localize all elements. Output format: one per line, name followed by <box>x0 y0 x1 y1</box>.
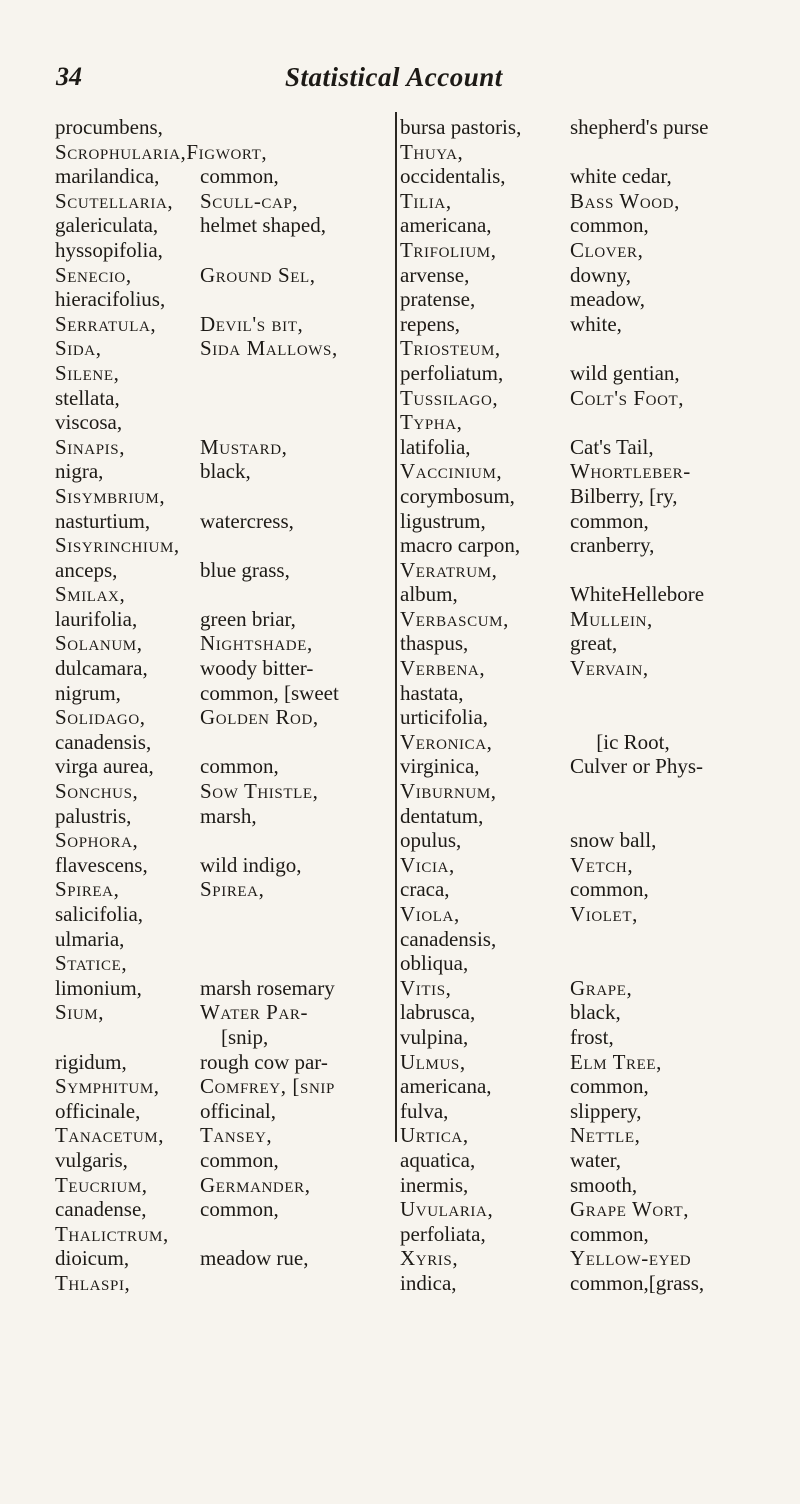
entry-row <box>55 804 395 829</box>
entry-row <box>55 582 395 607</box>
common-name: Bilberry, [ry, <box>570 483 678 508</box>
genus-name: Sinapis, <box>55 434 126 459</box>
entry-row <box>55 509 395 534</box>
species-name: virga aurea, <box>55 754 154 779</box>
common-name: common, <box>570 877 649 902</box>
species-name: occidentalis, <box>400 164 506 189</box>
entry-row <box>55 754 395 779</box>
common-name: Culver or Phys- <box>570 754 703 779</box>
species-name: procumbens, <box>55 115 163 139</box>
species-name: inermis, <box>400 1172 469 1197</box>
genus-name: Triosteum, <box>400 336 501 361</box>
species-name: laurifolia, <box>55 606 138 631</box>
entry-row <box>55 681 395 706</box>
entry-row <box>400 1050 785 1075</box>
common-name: common, <box>570 508 649 533</box>
species-name: vulgaris, <box>55 1147 128 1172</box>
entry-row <box>400 1197 785 1222</box>
genus-name: Spirea, <box>55 877 120 902</box>
entry-row <box>400 312 785 337</box>
genus-name: Vaccinium, <box>400 459 503 484</box>
entry-row <box>55 1271 395 1296</box>
species-name: perfoliatum, <box>400 360 504 385</box>
entry-row <box>55 558 395 583</box>
entry-row <box>55 263 395 288</box>
genus-name: Silene, <box>55 360 120 385</box>
common-name: Sow Thistle, <box>200 779 319 804</box>
species-name: nigra, <box>55 459 104 484</box>
genus-name: Scutellaria, <box>55 188 174 213</box>
entry-row <box>55 853 395 878</box>
entry-row <box>400 927 785 952</box>
genus-name: Sisymbrium, <box>55 483 166 508</box>
common-name: Germander, <box>200 1172 311 1197</box>
genus-name: Symphitum, <box>55 1074 160 1099</box>
common-name: Cat's Tail, <box>570 434 654 459</box>
entry-row <box>55 607 395 632</box>
species-name: obliqua, <box>400 951 469 976</box>
entry-row <box>55 656 395 681</box>
common-name: Comfrey, [snip <box>200 1074 335 1099</box>
entry-row <box>400 1173 785 1198</box>
entry-row <box>55 902 395 927</box>
entry-row <box>400 459 785 484</box>
species-name: americana, <box>400 213 492 238</box>
species-name: bursa pastoris, <box>400 115 522 139</box>
common-name: Elm Tree, <box>570 1049 663 1074</box>
entry-row <box>55 361 395 386</box>
genus-name: Veratrum, <box>400 557 498 582</box>
common-name: common, <box>570 1074 649 1099</box>
species-name: album, <box>400 582 458 607</box>
species-name: arvense, <box>400 262 470 287</box>
entry-row <box>400 656 785 681</box>
entry-row <box>400 804 785 829</box>
common-name: Grape Wort, <box>570 1197 690 1222</box>
common-name: shepherd's purse <box>570 115 709 139</box>
common-name: white cedar, <box>570 164 672 189</box>
genus-name: Urtica, <box>400 1123 469 1148</box>
entry-row <box>55 1025 395 1050</box>
species-name: nigrum, <box>55 680 121 705</box>
page-header <box>0 62 800 102</box>
common-name: [snip, <box>200 1024 269 1049</box>
entry-row <box>55 779 395 804</box>
species-name: indica, <box>400 1270 457 1295</box>
common-name: common, [sweet <box>200 680 339 705</box>
genus-name: Verbena, <box>400 656 486 681</box>
common-name: meadow rue, <box>200 1246 309 1271</box>
genus-name: Sophora, <box>55 828 139 853</box>
common-name: Clover, <box>570 237 644 262</box>
entry-row <box>400 558 785 583</box>
common-name: common, <box>200 1147 279 1172</box>
common-name: Scull-cap, <box>200 188 299 213</box>
species-name: hieracifolius, <box>55 287 166 312</box>
entry-row <box>55 976 395 1001</box>
common-name: downy, <box>570 262 632 287</box>
species-name: hastata, <box>400 680 464 705</box>
entry-row <box>400 336 785 361</box>
entry-row <box>55 1222 395 1247</box>
common-name: common, <box>200 1197 279 1222</box>
entry-row <box>400 705 785 730</box>
running-title: Statistical Account <box>285 62 503 92</box>
common-name: Vervain, <box>570 656 649 681</box>
entry-row <box>55 238 395 263</box>
entry-row <box>55 533 395 558</box>
common-name: Golden Rod, <box>200 705 319 730</box>
entry-row <box>400 607 785 632</box>
genus-name: Serratula, <box>55 311 157 336</box>
species-name: palustris, <box>55 803 132 828</box>
entry-row <box>400 1222 785 1247</box>
entry-row <box>400 386 785 411</box>
genus-name: Vicia, <box>400 852 455 877</box>
genus-name: Ulmus, <box>400 1049 466 1074</box>
common-name: white, <box>570 311 622 336</box>
species-name: anceps, <box>55 557 118 582</box>
species-name: urticifolia, <box>400 705 489 730</box>
species-name: fulva, <box>400 1098 449 1123</box>
species-name: labrusca, <box>400 1000 476 1025</box>
species-name: viscosa, <box>55 410 123 435</box>
genus-name: Thuya, <box>400 139 464 164</box>
genus-name: Statice, <box>55 951 128 976</box>
entry-row <box>400 877 785 902</box>
common-name: Whortleber- <box>570 459 691 484</box>
genus-name: Trifolium, <box>400 237 497 262</box>
species-name: canadensis, <box>55 729 152 754</box>
common-name: common, <box>200 754 279 779</box>
common-name: common, <box>570 1221 649 1246</box>
entry-row <box>400 189 785 214</box>
entry-row <box>55 140 395 165</box>
entry-row <box>400 754 785 779</box>
common-name: Nettle, <box>570 1123 641 1148</box>
species-name: opulus, <box>400 828 462 853</box>
species-name: salicifolia, <box>55 902 144 926</box>
entry-row <box>55 705 395 730</box>
genus-name: Sida, <box>55 336 102 361</box>
species-name: canadensis, <box>400 926 497 951</box>
entry-row <box>55 1123 395 1148</box>
common-name: common,[grass, <box>570 1270 705 1295</box>
species-name: thaspus, <box>400 631 469 656</box>
entry-row <box>55 336 395 361</box>
entry-row <box>55 951 395 976</box>
entry-row <box>55 1000 395 1025</box>
genus-name: Veronica, <box>400 729 493 754</box>
common-name: frost, <box>570 1024 614 1049</box>
entry-row <box>55 631 395 656</box>
species-name: ligustrum, <box>400 508 486 533</box>
entry-row <box>400 1099 785 1124</box>
entry-row <box>400 730 785 755</box>
genus-name: Uvularia, <box>400 1197 494 1222</box>
common-name: meadow, <box>570 287 646 312</box>
species-name: dentatum, <box>400 803 484 828</box>
common-name: officinal, <box>200 1098 277 1123</box>
entry-row <box>55 1173 395 1198</box>
common-name: [ic Root, <box>570 729 670 754</box>
entry-row <box>400 164 785 189</box>
entry-row <box>400 779 785 804</box>
common-name: Devil's bit, <box>200 311 304 336</box>
entry-row <box>55 435 395 460</box>
genus-name: Vitis, <box>400 975 452 1000</box>
species-name: pratense, <box>400 287 476 312</box>
species-name: canadense, <box>55 1197 147 1222</box>
common-name: snow ball, <box>570 828 657 853</box>
common-name: Spirea, <box>200 877 265 902</box>
genus-name: Thalictrum, <box>55 1221 169 1246</box>
common-name: Sida Mallows, <box>200 336 338 361</box>
entry-row <box>55 1099 395 1124</box>
entry-row <box>400 1148 785 1173</box>
genus-name: Scrophularia,Figwort, <box>55 139 268 164</box>
entry-row <box>400 509 785 534</box>
entry-row <box>55 386 395 411</box>
common-name: helmet shaped, <box>200 213 326 238</box>
genus-name: Tanacetum, <box>55 1123 165 1148</box>
entry-row <box>400 115 785 140</box>
left-column <box>55 115 395 1296</box>
entry-row <box>400 951 785 976</box>
common-name: Mullein, <box>570 606 653 631</box>
entry-row <box>55 189 395 214</box>
common-name: black, <box>200 459 251 484</box>
entry-row <box>55 410 395 435</box>
entry-row <box>55 877 395 902</box>
common-name: marsh rosemary <box>200 975 335 1000</box>
common-name: wild gentian, <box>570 360 680 385</box>
genus-name: Tussilago, <box>400 385 499 410</box>
entry-row <box>400 681 785 706</box>
column-divider <box>395 112 397 1142</box>
species-name: limonium, <box>55 975 142 1000</box>
entry-row <box>400 828 785 853</box>
species-name: ulmaria, <box>55 926 125 951</box>
genus-name: Xyris, <box>400 1246 459 1271</box>
common-name: Grape, <box>570 975 633 1000</box>
genus-name: Tilia, <box>400 188 452 213</box>
genus-name: Typha, <box>400 410 463 435</box>
species-name: aquatica, <box>400 1147 476 1172</box>
entry-row <box>400 1074 785 1099</box>
common-name: Tansey, <box>200 1123 273 1148</box>
entry-row <box>55 312 395 337</box>
genus-name: Senecio, <box>55 262 132 287</box>
entry-row <box>55 1197 395 1222</box>
species-name: craca, <box>400 877 450 902</box>
common-name: black, <box>570 1000 621 1025</box>
entry-row <box>400 582 785 607</box>
species-name: repens, <box>400 311 461 336</box>
entry-row <box>400 1271 785 1296</box>
entry-row <box>400 484 785 509</box>
species-name: officinale, <box>55 1098 141 1123</box>
species-name: dulcamara, <box>55 656 148 681</box>
species-name: nasturtium, <box>55 508 151 533</box>
common-name: green briar, <box>200 606 296 631</box>
entry-row <box>400 213 785 238</box>
species-name: virginica, <box>400 754 480 779</box>
entry-row <box>400 410 785 435</box>
common-name: Yellow-eyed <box>570 1246 692 1271</box>
common-name: watercress, <box>200 508 294 533</box>
entry-row <box>55 828 395 853</box>
entry-row <box>55 1148 395 1173</box>
entry-row <box>400 361 785 386</box>
species-name: macro carpon, <box>400 533 521 558</box>
common-name: common, <box>200 164 279 189</box>
common-name: marsh, <box>200 803 257 828</box>
species-name: perfoliata, <box>400 1221 486 1246</box>
common-name: smooth, <box>570 1172 638 1197</box>
entry-row <box>400 1000 785 1025</box>
species-name: vulpina, <box>400 1024 469 1049</box>
genus-name: Viola, <box>400 902 460 926</box>
common-name: common, <box>570 213 649 238</box>
entry-row <box>400 1246 785 1271</box>
genus-name: Sium, <box>55 1000 105 1025</box>
common-name: water, <box>570 1147 622 1172</box>
entry-row <box>400 631 785 656</box>
genus-name: Solidago, <box>55 705 146 730</box>
entry-row <box>400 287 785 312</box>
entry-row <box>55 1050 395 1075</box>
page-number: 34 <box>56 62 82 91</box>
genus-name: Thlaspi, <box>55 1270 131 1295</box>
common-name: WhiteHellebore <box>570 582 705 607</box>
common-name: woody bitter- <box>200 656 314 681</box>
genus-name: Verbascum, <box>400 606 509 631</box>
genus-name: Viburnum, <box>400 779 497 804</box>
entry-row <box>55 164 395 189</box>
entry-row <box>400 853 785 878</box>
genus-name: Smilax, <box>55 582 126 607</box>
entry-row <box>55 287 395 312</box>
entry-row <box>55 484 395 509</box>
common-name: Water Par- <box>200 1000 309 1025</box>
right-column <box>400 115 785 1296</box>
species-name: dioicum, <box>55 1246 130 1271</box>
common-name: cranberry, <box>570 533 655 558</box>
common-name: slippery, <box>570 1098 642 1123</box>
entry-row <box>55 1246 395 1271</box>
entry-row <box>400 238 785 263</box>
common-name: Colt's Foot, <box>570 385 685 410</box>
common-name: blue grass, <box>200 557 290 582</box>
entry-row <box>400 902 785 927</box>
species-name: galericulata, <box>55 213 159 238</box>
species-name: flavescens, <box>55 852 148 877</box>
entry-row <box>55 459 395 484</box>
entry-row <box>400 1025 785 1050</box>
common-name: Vetch, <box>570 852 634 877</box>
genus-name: Sonchus, <box>55 779 139 804</box>
entry-row <box>400 1123 785 1148</box>
species-name: americana, <box>400 1074 492 1099</box>
entry-row <box>400 976 785 1001</box>
species-name: hyssopifolia, <box>55 237 163 262</box>
common-name: Ground Sel, <box>200 262 316 287</box>
species-name: rigidum, <box>55 1049 127 1074</box>
entry-row <box>55 213 395 238</box>
entry-row <box>400 263 785 288</box>
genus-name: Teucrium, <box>55 1172 148 1197</box>
common-name: Nightshade, <box>200 631 313 656</box>
species-name: latifolia, <box>400 434 471 459</box>
common-name: wild indigo, <box>200 852 302 877</box>
species-name: stellata, <box>55 385 120 410</box>
genus-name: Solanum, <box>55 631 143 656</box>
entry-row <box>400 435 785 460</box>
entry-row <box>55 115 395 140</box>
genus-name: Sisyrinchium, <box>55 533 180 558</box>
common-name: rough cow par- <box>200 1049 328 1074</box>
species-name: corymbosum, <box>400 483 515 508</box>
entry-row <box>55 1074 395 1099</box>
entry-row <box>55 927 395 952</box>
entry-row <box>400 533 785 558</box>
entry-row <box>400 140 785 165</box>
common-name: Bass Wood, <box>570 188 680 213</box>
common-name: Violet, <box>570 902 638 926</box>
entry-row <box>55 730 395 755</box>
species-name: marilandica, <box>55 164 160 189</box>
common-name: great, <box>570 631 618 656</box>
common-name: Mustard, <box>200 434 288 459</box>
